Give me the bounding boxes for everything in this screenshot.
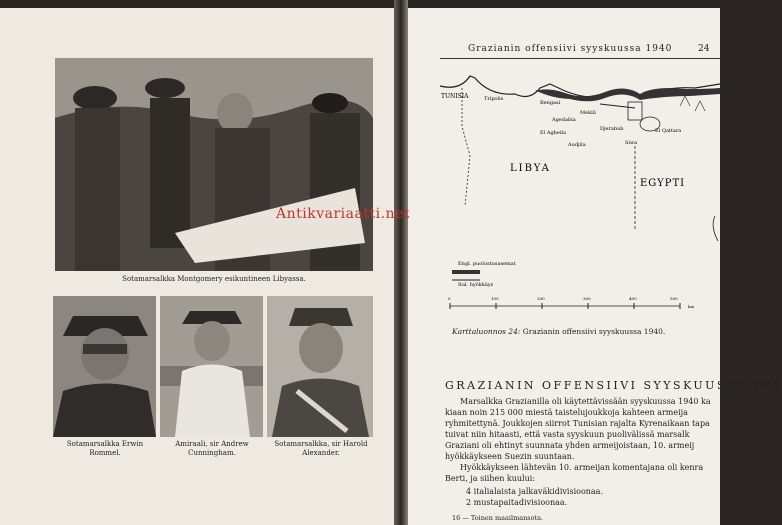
list-item: 4 italialaista jalkaväkidivisioonaa. xyxy=(466,487,603,496)
body-line: kiaan noin 215 000 miestä taistelujoukkoja kahteen armeija xyxy=(445,408,688,417)
scale-tick-0: 0 xyxy=(448,296,451,301)
scale-tick-300: 300 xyxy=(583,296,591,301)
page-footer: 16 — Toinen maailmansota. xyxy=(452,514,544,522)
book-gutter xyxy=(394,0,408,525)
list-item: 2 mustapaitadivisioonaa. xyxy=(466,498,568,507)
body-line: hyökkäykseen Suezin suuntaan. xyxy=(445,452,575,461)
map-label-tripolis: Tripolis xyxy=(484,96,504,102)
map-label-egypti: EGYPTI xyxy=(640,178,686,189)
scale-tick-100: 100 xyxy=(491,296,499,301)
page-header: Grazianin offensiivi syyskuussa 1940 xyxy=(468,44,673,54)
body-line: Hyökkäykseen lähtevän 10. armeijan komentajana oli kenra xyxy=(460,463,704,472)
rommel-caption-line2: Rommel. xyxy=(89,449,121,457)
body-line: tuivat niin hitaasti, että vasta syyskuun puolivälissä marsalk xyxy=(445,430,690,439)
watermark: Antikvariaatti.net xyxy=(276,206,410,222)
cunningham-caption-line2: Cunningham. xyxy=(188,449,236,457)
header-rule xyxy=(440,58,720,59)
map-label-audjila: Audjila xyxy=(568,142,586,148)
alexander-caption-line2: Alexander. xyxy=(302,449,340,457)
map-label-el-agheila: El Agheila xyxy=(540,130,567,136)
map-legend-italian: Ital. hyökkäys xyxy=(458,282,494,288)
top-photo-caption: Sotamarsalkka Montgomery esikuntineen Libyassa. xyxy=(122,275,306,283)
scale-tick-400: 400 xyxy=(629,296,637,301)
cunningham-caption xyxy=(156,440,268,458)
map-legend-english: Engl. puolustusasemat xyxy=(458,261,516,267)
cunningham-portrait xyxy=(160,296,263,437)
map-label-djerabub: Djerabub xyxy=(600,126,624,132)
montgomery-staff-photo xyxy=(55,58,373,271)
body-line: ryhmitettynä. Joukkojen siirrot Tunisian rajalta Kyrenaikaan tapa xyxy=(445,419,710,428)
map-caption-label: Karttaluonnos 24: xyxy=(452,327,521,336)
scale-tick-500: 500 xyxy=(670,296,678,301)
alexander-portrait xyxy=(267,296,373,437)
cunningham-caption-line1: Amiraali, sir Andrew xyxy=(175,440,249,448)
left-page xyxy=(0,8,398,525)
map-label-el-qattara: El Qattara xyxy=(655,128,682,134)
map-label-siwa: Siwa xyxy=(625,140,638,146)
scale-unit: km xyxy=(688,304,695,309)
rommel-portrait xyxy=(53,296,156,437)
map-label-libya: LIBYA xyxy=(510,163,551,174)
map-label-bengasi: Bengasi xyxy=(540,100,561,106)
map-label-agedabia: Agedabia xyxy=(552,117,576,123)
body-line: Graziani oli ehtinyt suunnata yhden armeijoistaan, 10. armeij xyxy=(445,441,695,450)
map-label-mekili: Mekili xyxy=(580,110,596,116)
map-label-tunisia: TUNISIA xyxy=(441,93,469,100)
section-title: GRAZIANIN OFFENSIIVI SYYSKUUSSA 194 xyxy=(445,379,782,392)
map-caption-text: Grazianin offensiivi syyskuussa 1940. xyxy=(522,327,666,336)
offensive-map xyxy=(440,66,720,326)
alexander-caption-line1: Sotamarsalkka, sir Harold xyxy=(274,440,368,448)
top-page-number: 24 xyxy=(698,44,710,54)
body-line: Berti, ja siihen kuului: xyxy=(445,474,536,483)
scale-tick-200: 200 xyxy=(537,296,545,301)
alexander-caption xyxy=(262,440,380,458)
rommel-caption-line1: Sotamarsalkka Erwin xyxy=(66,440,144,448)
body-line: Marsalkka Grazianilla oli käytettävissään syyskuussa 1940 ka xyxy=(460,397,711,406)
rommel-caption xyxy=(50,440,160,458)
map-scale-bar xyxy=(448,296,694,309)
map-caption xyxy=(452,327,665,336)
